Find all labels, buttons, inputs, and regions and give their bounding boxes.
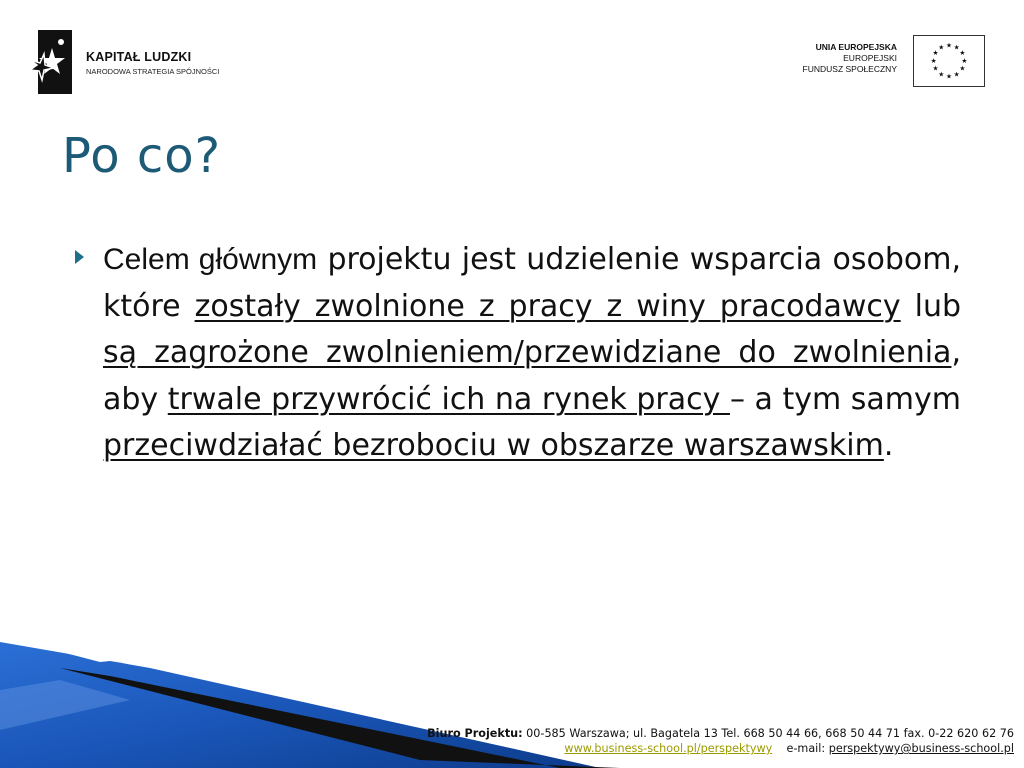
footer-address: 00-585 Warszawa; ul. Bagatela 13 Tel. 668 50 44 66, 668 50 44 71 fax. 0-22 620 62 76 xyxy=(522,727,1014,740)
kapital-ludzki-logo xyxy=(30,30,250,96)
svg-text:★: ★ xyxy=(953,70,960,79)
paragraph-text-5: . xyxy=(883,428,894,463)
eu-logo-line2: EUROPEJSKI xyxy=(843,53,897,63)
paragraph-text-3: , aby xyxy=(103,335,961,417)
paragraph-text-2: lub xyxy=(900,288,961,324)
svg-text:★: ★ xyxy=(930,56,937,65)
footer xyxy=(427,726,1014,756)
footer-website-link[interactable]: www.business-school.pl/perspektywy xyxy=(564,742,773,755)
eu-logo-text xyxy=(803,42,897,75)
paragraph-lead: Celem głównym xyxy=(103,243,318,276)
svg-text:★: ★ xyxy=(945,41,953,50)
paragraph-underlined-3: trwale przywrócić ich na rynek pracy xyxy=(167,381,730,417)
svg-text:★: ★ xyxy=(959,49,966,58)
footer-line-1 xyxy=(427,726,1014,741)
footer-label: Biuro Projektu: xyxy=(427,727,523,740)
paragraph-underlined-2: są zagrożone zwolnieniem/przewidziane do zwolnienia xyxy=(103,335,952,370)
eu-social-fund-logo xyxy=(790,34,985,90)
kapital-ludzki-title: KAPITAŁ LUDZKI xyxy=(86,50,192,64)
svg-text:★: ★ xyxy=(938,70,945,79)
svg-text:★: ★ xyxy=(945,72,953,81)
slide-body-paragraph xyxy=(103,237,961,470)
svg-text:★: ★ xyxy=(938,43,945,52)
eu-flag-icon xyxy=(913,35,985,87)
footer-line-2 xyxy=(427,741,1014,756)
footer-email-label: e-mail: xyxy=(786,742,829,755)
paragraph-text-4: – a tym samym xyxy=(729,381,962,417)
svg-text:★: ★ xyxy=(959,64,966,73)
kapital-ludzki-subtitle: NARODOWA STRATEGIA SPÓJNOŚCI xyxy=(86,67,220,76)
eu-logo-line3: FUNDUSZ SPOŁECZNY xyxy=(802,64,897,74)
slide-title: Po co? xyxy=(62,128,222,184)
eu-logo-line1: UNIA EUROPEJSKA xyxy=(815,42,897,52)
svg-text:★: ★ xyxy=(932,64,939,73)
paragraph-underlined-4: przeciwdziałać bezrobociu w obszarze warszawskim xyxy=(103,428,884,463)
kapital-ludzki-emblem-icon xyxy=(30,30,72,94)
paragraph-underlined-1: zostały zwolnione z pracy z winy pracodawcy xyxy=(194,288,901,324)
svg-text:★: ★ xyxy=(961,56,968,65)
svg-text:★: ★ xyxy=(953,43,960,52)
svg-text:★: ★ xyxy=(932,49,939,58)
footer-email-link[interactable]: perspektywy@business-school.pl xyxy=(828,742,1014,755)
paragraph-text-1: projektu jest udzielenie wsparcia osobom, które xyxy=(103,242,961,324)
bullet-arrow-icon xyxy=(75,250,84,264)
